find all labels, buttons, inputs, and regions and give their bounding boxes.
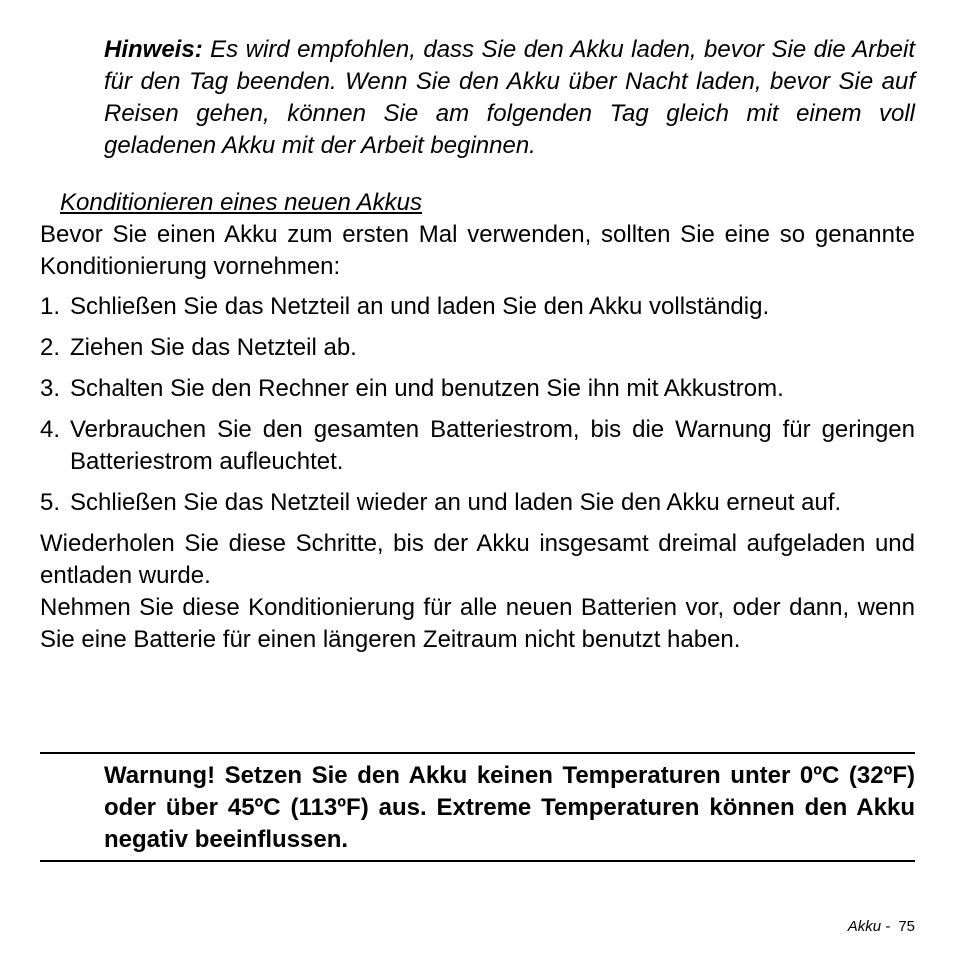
step-text: Schalten Sie den Rechner ein und benutzen Sie ihn mit Akkustrom. [70, 375, 784, 402]
step-text: Verbrauchen Sie den gesamten Batteriestrom, bis die Warnung für geringen Batteriestrom aufleuchtet. [70, 416, 915, 475]
warning-text: Warnung! Setzen Sie den Akku keinen Temperaturen unter 0ºC (32ºF) oder über 45ºC (113ºF) aus. Extreme Temperaturen können den Akku negativ beeinflussen. [104, 762, 915, 853]
list-item [40, 373, 915, 405]
list-item [40, 332, 915, 364]
note-block [104, 34, 915, 162]
step-number: 3. [40, 375, 61, 402]
intro-paragraph: Bevor Sie einen Akku zum ersten Mal verwenden, sollten Sie eine so genannte Konditionierung vornehmen: [40, 221, 915, 280]
section-heading: Konditionieren eines neuen Akkus [60, 189, 423, 216]
page-footer [848, 918, 915, 935]
step-number: 4. [40, 416, 61, 443]
step-text: Schließen Sie das Netzteil wieder an und laden Sie den Akku erneut auf. [70, 489, 842, 516]
steps-list [40, 291, 915, 519]
warning-box [40, 752, 915, 862]
step-text: Ziehen Sie das Netzteil ab. [70, 334, 357, 361]
step-number: 2. [40, 334, 61, 361]
note-text: Es wird empfohlen, dass Sie den Akku laden, bevor Sie die Arbeit für den Tag beenden. Wenn Sie den Akku über Nacht laden, bevor Sie auf Reisen gehen, können Sie am folgenden Tag gleich mit einem voll geladenen Akku mit der Arbeit beginnen. [104, 36, 915, 159]
step-number: 1. [40, 293, 61, 320]
list-item [40, 487, 915, 519]
repeat-paragraph: Wiederholen Sie diese Schritte, bis der Akku insgesamt dreimal aufgeladen und entladen wurde. [40, 530, 915, 589]
page-number: 75 [898, 918, 915, 935]
list-item [40, 291, 915, 323]
step-text: Schließen Sie das Netzteil an und laden Sie den Akku vollständig. [70, 293, 770, 320]
list-item [40, 414, 915, 478]
all-batteries-paragraph: Nehmen Sie diese Konditionierung für alle neuen Batterien vor, oder dann, wenn Sie eine Batterie für einen längeren Zeitraum nicht benutzt haben. [40, 594, 915, 653]
step-number: 5. [40, 489, 61, 516]
note-label: Hinweis: [104, 36, 203, 63]
page-content [40, 34, 915, 656]
footer-section: Akku - [847, 918, 891, 935]
